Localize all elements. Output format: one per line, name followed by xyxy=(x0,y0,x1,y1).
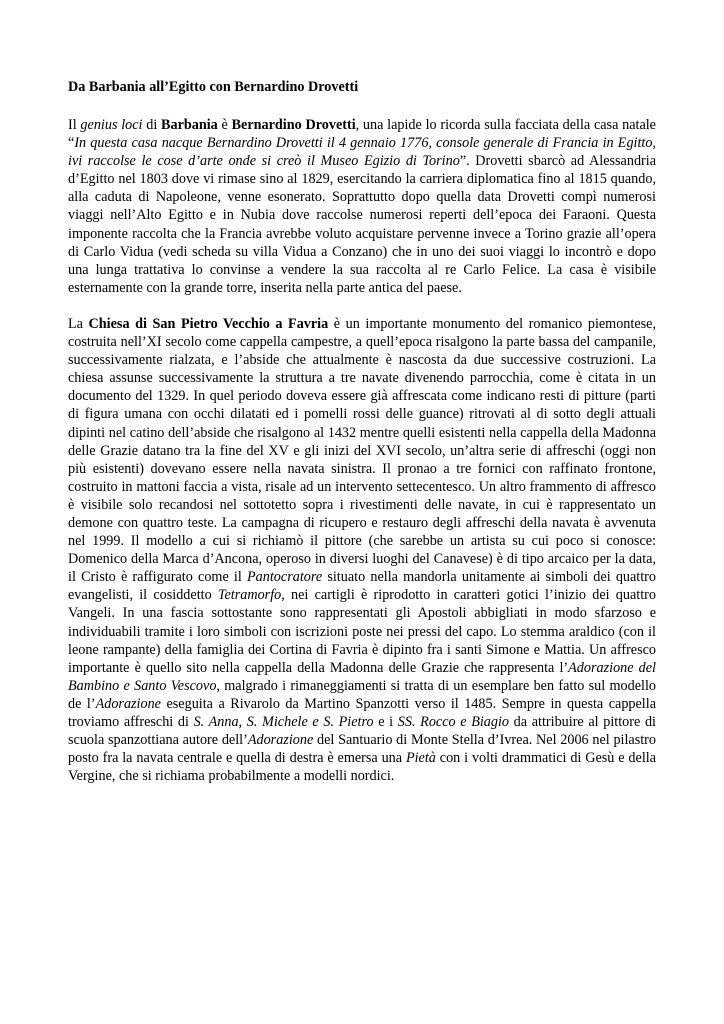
text-run: , una lapide lo ricorda sulla facciata della casa natale “ xyxy=(68,117,656,152)
text-run: Barbania xyxy=(161,117,218,133)
text-run: ”. Drovetti sbarcò ad Alessandria d’Egitto nel 1803 dove vi rimase sino al 1829, esercitando la carriera diplomatica fino al 1815 quando, alla caduta di Napoleone, venne esonerato. Soprattutto dopo quella data Drovetti compì numerosi viaggi nell’Alto Egitto e in Nubia dove raccolse numerosi reperti dell’epoca dei Faraoni. Questa imponente raccolta che la Francia avrebbe voluto acquistare pervenne invece a Torino grazie all’opera di Carlo Vidua (vedi scheda su villa Vidua a Conzano) che in uno dei suoi viaggi lo incontrò e dopo una lunga trattativa lo convinse a vendere la sua raccolta al re Carlo Felice. La casa è visibile esternamente con la grande torre, inserita nella parte antica del paese. xyxy=(68,153,657,296)
text-run: situato nella mandorla unitamente ai simboli dei quattro evangelisti, il cosiddetto xyxy=(68,569,657,604)
text-run: La xyxy=(68,315,89,332)
paragraph-san-pietro-favria xyxy=(68,315,656,785)
text-run: Il xyxy=(68,117,81,133)
text-run: Pantocratore xyxy=(247,569,323,586)
document-page xyxy=(68,78,656,803)
text-run: eseguita a Rivarolo da Martino Spanzotti verso il 1485. Sempre in questa cappella troviamo affreschi di xyxy=(68,695,656,730)
document-title: Da Barbania all’Egitto con Bernardino Drovetti xyxy=(68,79,359,95)
text-run: Chiesa di San Pietro Vecchio a Favria xyxy=(88,315,329,332)
text-run: In questa casa nacque Bernardino Drovetti il 4 gennaio 1776, console generale di Francia in Egitto, ivi raccolse le cose d’arte onde si creò il Museo Egizio di Torino xyxy=(68,135,656,170)
text-run: è un importante monumento del romanico piemontese, costruita nell’XI secolo come cappella campestre, a quell’epoca risalgono la parte bassa del campanile, successivamente rialzata, e l’abside che attualmente è nascosta da due successive costruzioni. La chiesa assunse successivamente la struttura a tre navate divenendo parrocchia, come è citata in un documento del 1329. In quel periodo doveva essere già affrescata come indicano resti di pitture (parti di figura umana con occhi dilatati ed i pomelli rossi delle guance) ritrovati al di sotto degli attuali dipinti nel catino dell’abside che risalgono al 1432 mentre quelli esistenti nella cappella della Madonna delle Grazie datano tra la fine del XV e gli inizi del XVI secolo, un’altra serie di affreschi (oggi non più esistenti) dovevano essere nella navata sinistra. Il pronao a tre fornici con raffinato frontone, costruito in mattoni faccia a vista, risale ad un intervento settecentesco. Un altro frammento di affresco è visibile solo recandosi nel sottotetto sopra i rivestimenti delle navate, in cui è rappresentato un demone con quattro teste. La campagna di ricupero e restauro degli affreschi della navata è avvenuta nel 1999. Il modello a cui si richiamò il pittore (che sarebbe un artista su cui poco si conosce: Domenico della Marca d’Ancona, operoso in diversi luoghi del Canavese) è di tipo arcaico per la data, il Cristo è raffigurato come il xyxy=(68,315,657,586)
text-run: Adorazione xyxy=(247,732,314,749)
text-run: è xyxy=(217,117,232,133)
text-run: Adorazione del Bambino e Santo Vescovo xyxy=(68,659,656,694)
text-run: , malgrado i rimaneggiamenti si tratta di un esemplare ben fatto sul modello de l’ xyxy=(68,677,656,712)
text-run: Tetramorfo xyxy=(217,587,282,604)
text-run: e i xyxy=(373,714,398,730)
text-run: Pietà xyxy=(405,750,436,767)
text-run: Bernardino Drovetti xyxy=(231,117,356,133)
text-run: S. Anna, S. Michele e S. Pietro xyxy=(193,714,374,730)
text-run: SS. Rocco e Biagio xyxy=(397,714,510,730)
text-run: di xyxy=(142,117,162,133)
text-run: del Santuario di Monte Stella d’Ivrea. Nel 2006 nel pilastro posto fra la navata centrale e quella di destra è emersa una xyxy=(68,732,656,767)
text-run: Adorazione xyxy=(95,695,161,712)
text-run: , nei cartigli è riprodotto in caratteri gotici l’inizio dei quattro Vangeli. In una fascia sottostante sono rappresentati gli Apostoli abbigliati in modo sfarzoso e individuabili tramite i loro simboli con iscrizioni poste nei pressi del capo. Lo stemma araldico (con il leone rampante) della famiglia dei Cortina di Favria è dipinto fra i santi Simone e Mattia. Un affresco importante è quello sito nella cappella della Madonna delle Grazie che rappresenta l’ xyxy=(68,587,656,676)
text-run: genius loci xyxy=(80,117,143,133)
paragraph-drovetti xyxy=(68,116,656,297)
text-run: con i volti drammatici di Gesù e della Vergine, che si richiama probabilmente a modelli nordici. xyxy=(68,750,657,785)
text-run: da attribuire al pittore di scuola spanzottiana autore dell’ xyxy=(68,714,656,749)
